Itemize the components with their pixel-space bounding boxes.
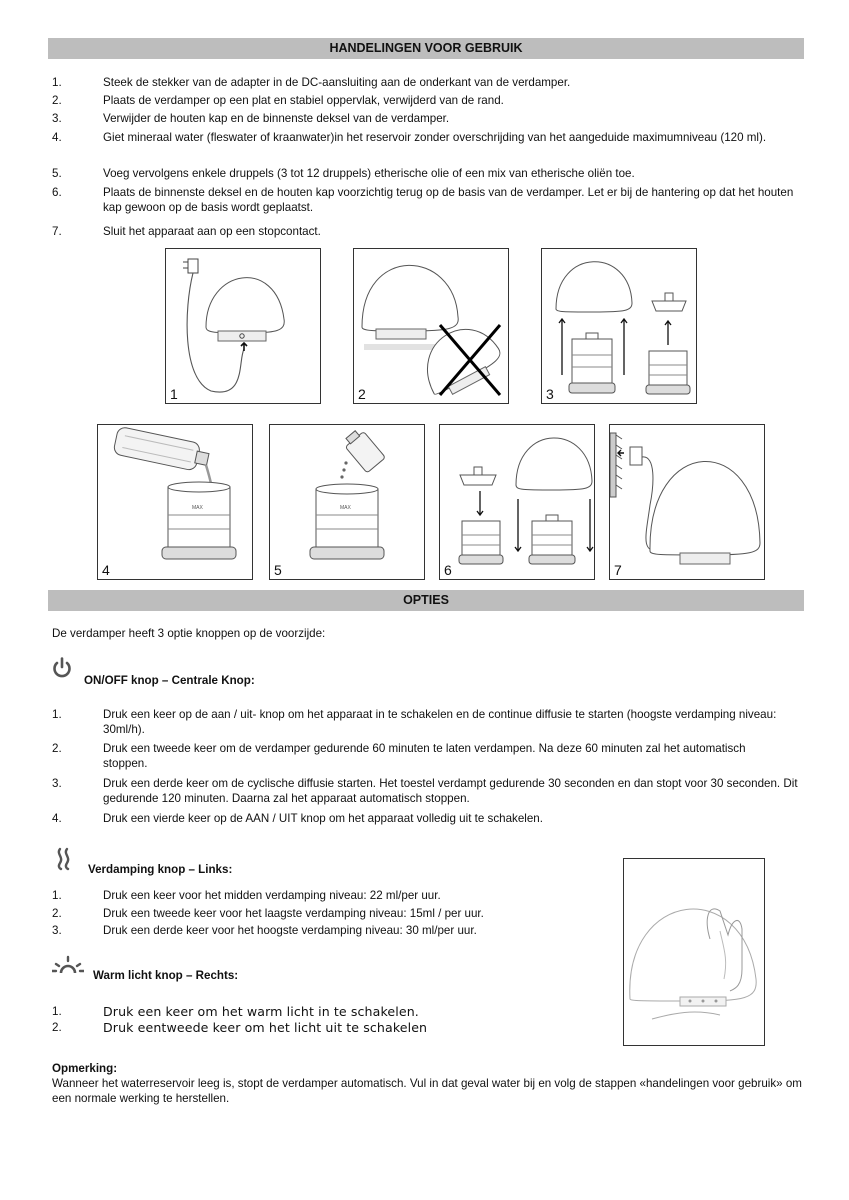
figure-number: 2 [358, 386, 366, 402]
onoff-item-2 [52, 741, 797, 771]
step-2 [52, 93, 797, 108]
step-5 [52, 166, 797, 181]
light-item-2 [52, 1020, 612, 1035]
step-text: Giet mineraal water (fleswater of kraanwater)in het reservoir zonder overschrijding van het aangeduide maximumniveau (120 ml). [103, 131, 767, 144]
item-number: 1. [52, 889, 62, 902]
item-text: Druk eentweede keer om het licht uit te schakelen [103, 1020, 428, 1035]
onoff-item-4 [52, 811, 797, 826]
step-7 [52, 224, 797, 239]
item-text: Druk een keer op de aan / uit- knop om het apparaat in te schakelen en de continue diffusie te starten (hoogste verdamping niveau: 30ml/h). [103, 708, 777, 736]
item-text: Druk een vierde keer op de AAN / UIT knop om het apparaat volledig uit te schakelen. [103, 812, 543, 825]
power-icon [52, 657, 72, 679]
mist-item-1 [52, 888, 612, 903]
section-title-options: OPTIES [48, 590, 804, 611]
figure-4-pour-water [97, 424, 253, 580]
step-text: Plaats de verdamper op een plat en stabiel oppervlak, verwijderd van de rand. [103, 94, 504, 107]
step-number: 7. [52, 225, 62, 238]
item-text: Druk een keer om het warm licht in te schakelen. [103, 1004, 419, 1019]
step-text: Steek de stekker van de adapter in de DC-aansluiting aan de onderkant van de verdamper. [103, 76, 571, 89]
light-item-1 [52, 1004, 612, 1019]
figure-6-replace-cover [439, 424, 595, 580]
item-number: 1. [52, 708, 62, 721]
figure-7-wall-socket [609, 424, 765, 580]
step-number: 6. [52, 186, 62, 199]
figure-2-stable-surface [353, 248, 509, 404]
max-label: MAX [340, 505, 351, 511]
onoff-item-3 [52, 776, 797, 806]
figure-number: 1 [170, 386, 178, 402]
item-number: 2. [52, 742, 62, 755]
step-number: 1. [52, 76, 62, 89]
figure-number: 6 [444, 562, 452, 578]
step-number: 3. [52, 112, 62, 125]
step-text: Verwijder de houten kap en de binnenste deksel van de verdamper. [103, 112, 450, 125]
figure-number: 4 [102, 562, 110, 578]
step-text: Voeg vervolgens enkele druppels (3 tot 12 druppels) etherische olie of een mix van etherische oliën toe. [103, 167, 635, 180]
step-number: 4. [52, 131, 62, 144]
sun-icon [52, 955, 84, 975]
figure-1-plug-adapter [165, 248, 321, 404]
item-number: 4. [52, 812, 62, 825]
step-3 [52, 111, 797, 126]
figure-number: 7 [614, 562, 622, 578]
onoff-title: ON/OFF knop – Centrale Knop: [84, 674, 255, 687]
step-text: Sluit het apparaat aan op een stopcontact. [103, 225, 321, 238]
item-text: Druk een tweede keer voor het laagste verdamping niveau: 15ml / per uur. [103, 907, 484, 920]
figure-number: 5 [274, 562, 282, 578]
item-number: 1. [52, 1005, 62, 1018]
figure-3-remove-cover [541, 248, 697, 404]
item-number: 3. [52, 777, 62, 790]
mist-icon [55, 847, 77, 871]
step-1 [52, 75, 797, 90]
mist-item-2 [52, 906, 612, 921]
note-text: Wanneer het waterreservoir leeg is, stopt de verdamper automatisch. Vul in dat geval water bij en volg de stappen «handelingen voor gebruik» om een normale werking te herstellen. [52, 1077, 802, 1105]
item-text: Druk een derde keer voor het hoogste verdamping niveau: 30 ml/per uur. [103, 924, 477, 937]
item-text: Druk een derde keer om de cyclische diffusie starten. Het toestel verdampt gedurende 30 seconden en dan stopt voor 30 seconden. Dit gedurende 120 minuten. Daarna zal het apparaat automatisch stoppen. [103, 777, 798, 805]
step-6 [52, 185, 797, 215]
item-number: 2. [52, 1021, 62, 1034]
item-number: 2. [52, 907, 62, 920]
step-number: 2. [52, 94, 62, 107]
figure-hand-touch-buttons [623, 858, 765, 1046]
item-text: Druk een keer voor het midden verdamping niveau: 22 ml/per uur. [103, 889, 441, 902]
step-text: Plaats de binnenste deksel en de houten kap voorzichtig terug op de basis van de verdamper. Let er bij de hantering op dat het houten kap gewoon op de basis wordt geplaatst. [103, 186, 794, 214]
item-text: Druk een tweede keer om de verdamper gedurende 60 minuten te laten verdampen. Na deze 60 minuten zal het automatisch stoppen. [103, 742, 746, 770]
step-number: 5. [52, 167, 62, 180]
options-intro: De verdamper heeft 3 optie knoppen op de voorzijde: [52, 627, 326, 640]
step-4 [52, 130, 797, 145]
max-label: MAX [192, 505, 203, 511]
light-title: Warm licht knop – Rechts: [93, 969, 239, 982]
mist-item-3 [52, 923, 612, 938]
figure-number: 3 [546, 386, 554, 402]
item-number: 3. [52, 924, 62, 937]
mist-title: Verdamping knop – Links: [88, 863, 233, 876]
note-title: Opmerking: [52, 1062, 118, 1075]
section-title-usage: HANDELINGEN VOOR GEBRUIK [48, 38, 804, 59]
onoff-item-1 [52, 707, 797, 737]
figure-5-add-oil [269, 424, 425, 580]
